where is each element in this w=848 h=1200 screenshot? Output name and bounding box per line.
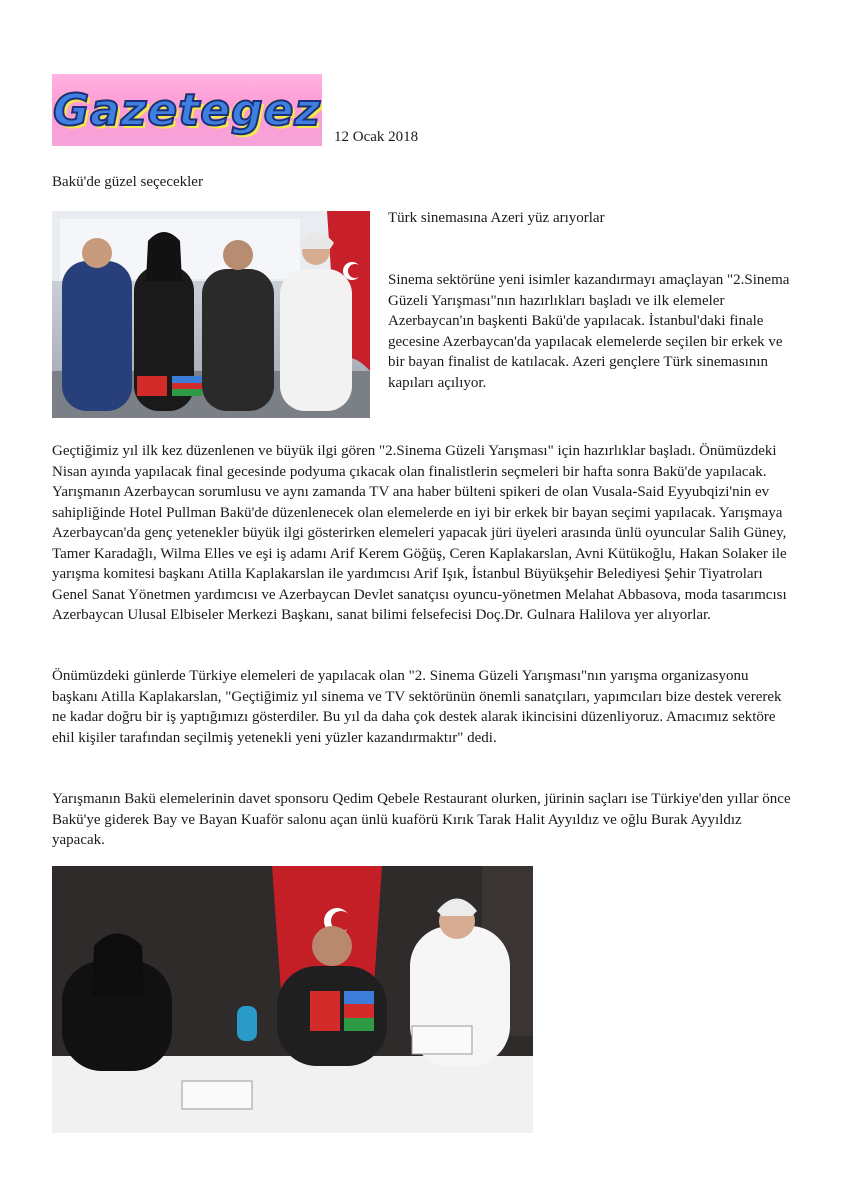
press-conference-photo-seated: [52, 866, 533, 1133]
article-headline: Bakü'de güzel seçecekler: [52, 174, 203, 190]
article-paragraph: Yarışmanın Bakü elemelerinin davet sponsoru Qedim Qebele Restaurant olurken, jürinin saçları ise Türkiye'den yıllar önce Bakü'ye giderek Bay ve Bayan Kuaför salonu açan ünlü kuaförü Kırık Tarak Halit Ayyıldız ve oğlu Burak Ayyıldız yapacak.: [52, 791, 791, 848]
article-intro: Sinema sektörüne yeni isimler kazandırmayı amaçlayan "2.Sinema Güzeli Yarışması"nın hazırlıkları başladı ve ilk elemeler Azerbaycan'ın başkenti Bakü'de yapılacak. İstanbul'daki finale gecesine Azerbaycan'da yapılacak elemelerde seçilen bir erkek ve bir bayan finalist de katılacak. Azeri gençlere Türk sinemasının kapıları açılıyor.: [388, 272, 790, 391]
publication-date: 12 Ocak 2018: [334, 129, 419, 145]
logo-text: Gazetegez: [52, 84, 322, 136]
gazetegez-logo: [52, 74, 322, 146]
photo-illustration: [52, 866, 533, 1133]
article-paragraph: Önümüzdeki günlerde Türkiye elemeleri de yapılacak olan "2. Sinema Güzeli Yarışması"nın yarışma organizasyonu başkanı Atilla Kaplakarslan, "Geçtiğimiz yıl sinema ve TV sektörünün önemli sanatçıları, yapımcıları bize destek vererek ne kadar doğru bir iş yaptığımızı gösterdiler. Bu yıl da daha çok destek alarak ikincisini düzenliyoruz. Amacımız sektöre ehil kişiler tarafından seçilmiş yetenekli yeni yüzler kazandırmaktır" dedi.: [52, 668, 782, 746]
photo-illustration: [52, 211, 370, 418]
press-conference-photo-standing: [52, 211, 370, 418]
article-subheadline: Türk sinemasına Azeri yüz arıyorlar: [388, 210, 605, 226]
article-paragraph: Geçtiğimiz yıl ilk kez düzenlenen ve büyük ilgi gören "2.Sinema Güzeli Yarışması" için hazırlıklar başladı. Önümüzdeki Nisan ayında yapılacak final gecesinde podyuma çıkacak olan finalistlerin seçmeleri bir hafta sonra Bakü'de yapılacak. Yarışmanın Azerbaycan sorumlusu ve aynı zamanda TV ana haber bülteni spikeri de olan Vusala-Said Eyyubqizi'nin ev sahipliğinde Hotel Pullman Bakü'de düzenlenecek olan elemelerde en iyi bir erkek bir bayan seçimi yapılacak. Yarışmaya Azerbaycan'da genç yetenekler büyük ilgi gösterirken elemeleri yapacak jüri üyeleri arasında ünlü oyuncular Salih Güney, Tamer Karadağlı, Wilma Elles ve eşi iş adamı Arif Kerem Göğüş, Ceren Kaplakarslan, Avni Kütükoğlu, Hakan Solaker ile yarışma komitesi başkanı Atilla Kaplakarslan ile yardımcısı Arif Işık, İstanbul Büyükşehir Belediyesi Şehir Tiyatroları Genel Sanat Yönetmen yardımcısı ve Azerbaycan Devlet sanatçısı oyuncu-yönetmen Melahat Abbasova, moda tasarımcısı Azerbaycan Ulusal Elbiseler Merkezi Başkanı, sanat bilimi felsefecisi Doç.Dr. Gulnara Halilova yer alıyorlar.: [52, 443, 787, 623]
